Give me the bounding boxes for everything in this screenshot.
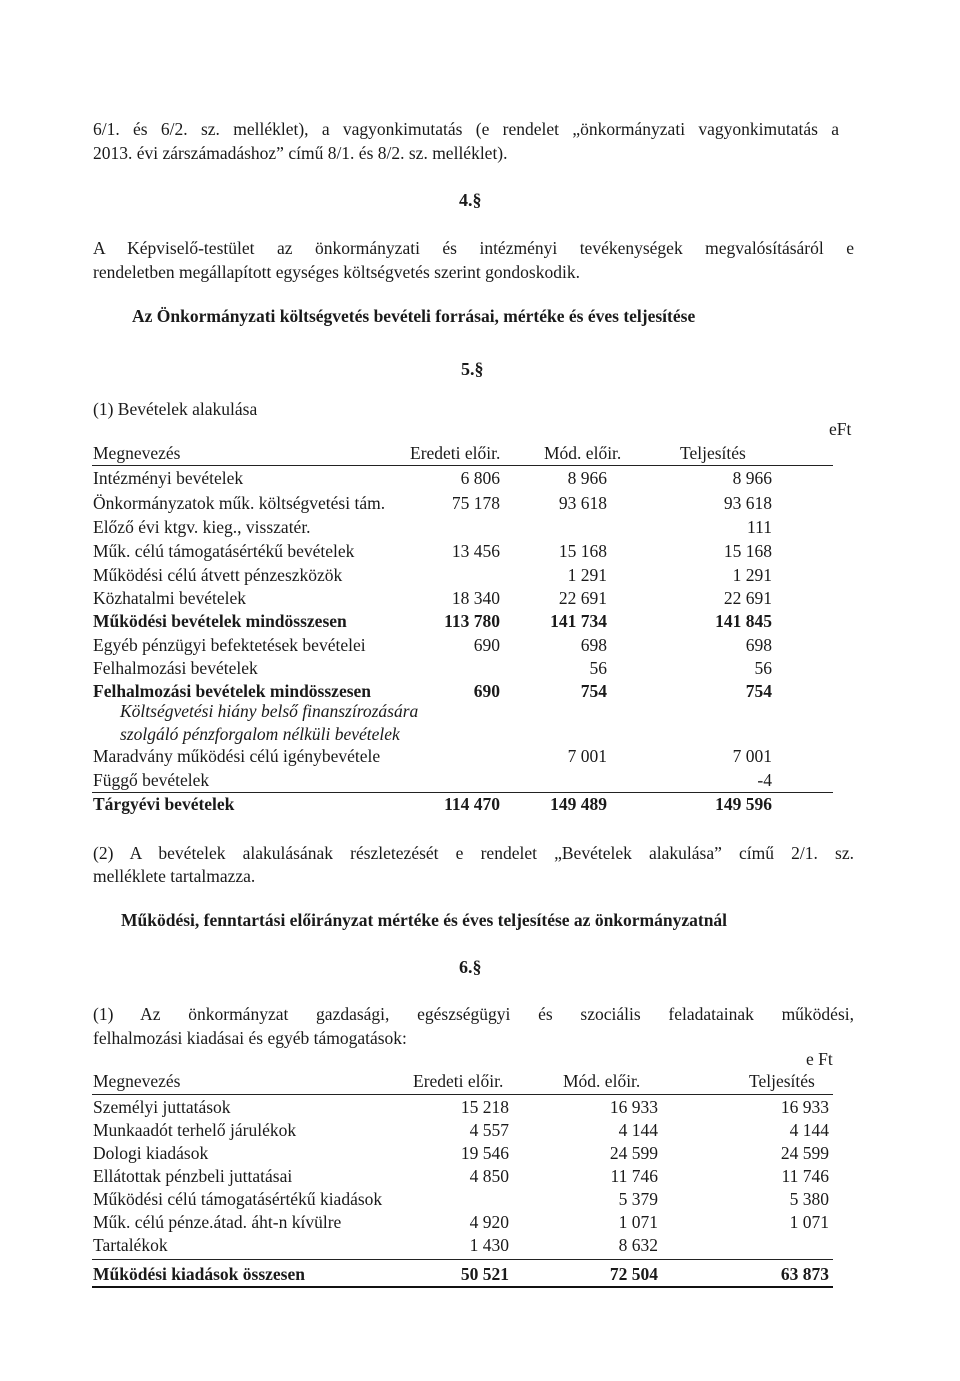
expense-unit: e Ft	[806, 1049, 833, 1069]
revenue-cell-orig: 75 178	[451, 493, 500, 513]
expense-cell-done: 11 746	[781, 1166, 829, 1186]
revenue-cell-mod: 698	[580, 635, 607, 655]
revenue-total-rule	[92, 792, 833, 793]
expense-cell-done: 1 071	[789, 1212, 829, 1232]
revenue-cell-mod: 7 001	[567, 746, 607, 766]
revenue-row-name: Maradvány működési célú igénybevétele	[93, 746, 381, 766]
revenue-cell-orig: 6 806	[460, 468, 500, 488]
expense-cell-done: 16 933	[780, 1097, 829, 1117]
expense-row-name: Dologi kiadások	[93, 1143, 209, 1163]
expense-cell-done: 5 380	[789, 1189, 829, 1209]
expense-header-2: Mód. előir.	[563, 1071, 641, 1091]
revenue-cell-mod: 754	[580, 681, 607, 701]
expense-cell-mod: 72 504	[609, 1264, 658, 1284]
revenue-note-line-1: (2) A bevételek alakulásának részletezését e rendelet „Bevételek alakulása” című 2/1. sz.	[93, 843, 854, 863]
revenue-cell-mod: 56	[589, 658, 607, 678]
expense-cell-orig: 4 920	[469, 1212, 509, 1232]
expense-row-name: Ellátottak pénzbeli juttatásai	[93, 1166, 293, 1186]
expense-header-1: Eredeti előir.	[413, 1071, 504, 1091]
revenue-cell-orig: 114 470	[444, 794, 500, 814]
revenue-cell-done: 754	[745, 681, 772, 701]
section-5-title: 5.§	[461, 359, 484, 379]
expense-cell-mod: 16 933	[609, 1097, 658, 1117]
revenue-subtitle: (1) Bevételek alakulása	[93, 399, 258, 419]
revenue-row-name: Előző évi ktgv. kieg., visszatér.	[93, 517, 311, 537]
revenue-cell-done: -4	[757, 770, 772, 790]
revenue-header-2: Mód. előir.	[544, 443, 622, 463]
revenue-header-rule	[92, 465, 833, 466]
expense-cell-done: 24 599	[780, 1143, 829, 1163]
revenue-cell-done: 93 618	[723, 493, 772, 513]
revenue-cell-done: 141 845	[715, 611, 772, 631]
revenue-cell-orig: 18 340	[451, 588, 500, 608]
revenue-row-name: Függő bevételek	[93, 770, 210, 790]
expense-intro-line-2: felhalmozási kiadásai és egyéb támogatások:	[93, 1028, 407, 1048]
section-4-title: 4.§	[459, 190, 482, 210]
expense-cell-orig: 19 546	[460, 1143, 509, 1163]
revenue-unit: eFt	[829, 419, 852, 439]
revenue-cell-orig: 13 456	[451, 541, 500, 561]
revenue-row-name: Önkormányzatok műk. költségvetési tám.	[93, 493, 386, 513]
expense-row-name: Tartalékok	[93, 1235, 168, 1255]
revenue-row-name: Működési bevételek mindösszesen	[93, 611, 347, 631]
expense-cell-mod: 1 071	[618, 1212, 658, 1232]
revenue-cell-mod: 93 618	[558, 493, 607, 513]
section-4-line-2: rendeletben megállapított egységes költségvetés szerint gondoskodik.	[93, 262, 580, 282]
section-6-title: 6.§	[459, 957, 482, 977]
revenue-cell-done: 7 001	[732, 746, 772, 766]
revenue-cell-done: 22 691	[723, 588, 772, 608]
expense-cell-mod: 5 379	[618, 1189, 658, 1209]
revenue-cell-mod: 141 734	[550, 611, 607, 631]
revenue-cell-done: 111	[747, 517, 772, 537]
expense-cell-done: 4 144	[789, 1120, 829, 1140]
expense-header-0: Megnevezés	[93, 1071, 181, 1091]
expense-cell-orig: 4 850	[469, 1166, 509, 1186]
revenue-cell-done: 15 168	[723, 541, 772, 561]
expense-intro-line-1: (1) Az önkormányzat gazdasági, egészségügyi és szociális feladatainak működési,	[93, 1004, 854, 1024]
revenue-row-name: Közhatalmi bevételek	[93, 588, 247, 608]
revenue-note-line-2: melléklete tartalmazza.	[93, 866, 256, 886]
revenue-cell-mod: 1 291	[567, 565, 607, 585]
revenue-row-name: Felhalmozási bevételek mindösszesen	[93, 681, 372, 701]
revenue-header-0: Megnevezés	[93, 443, 181, 463]
revenue-cell-done: 698	[745, 635, 772, 655]
expense-row-name: Működési célú támogatásértékű kiadások	[93, 1189, 383, 1209]
revenue-row-name: Működési célú átvett pénzeszközök	[93, 565, 343, 585]
revenue-cell-done: 1 291	[732, 565, 772, 585]
revenue-cell-orig: 113 780	[444, 611, 500, 631]
expense-cell-mod: 11 746	[610, 1166, 658, 1186]
revenue-header-1: Eredeti előir.	[410, 443, 501, 463]
intro-line-2: 2013. évi zárszámadáshoz” című 8/1. és 8/2. sz. melléklet).	[93, 143, 508, 163]
revenue-cell-orig: 690	[473, 681, 500, 701]
expense-total-rule-top	[92, 1259, 833, 1260]
expense-cell-mod: 24 599	[609, 1143, 658, 1163]
section-4-line-1: A Képviselő-testület az önkormányzati és intézményi tevékenységek megvalósításáról e	[93, 238, 854, 258]
revenue-row-name: Költségvetési hiány belső finanszírozására	[120, 701, 419, 721]
expense-cell-mod: 8 632	[618, 1235, 658, 1255]
revenue-row-name: Műk. célú támogatásértékű bevételek	[93, 541, 355, 561]
expense-cell-orig: 1 430	[469, 1235, 509, 1255]
expense-cell-mod: 4 144	[618, 1120, 658, 1140]
expense-cell-orig: 4 557	[469, 1120, 509, 1140]
revenue-heading: Az Önkormányzati költségvetés bevételi forrásai, mértéke és éves teljesítése	[132, 306, 696, 326]
expense-total-rule-bottom	[92, 1286, 833, 1288]
revenue-cell-done: 149 596	[715, 794, 772, 814]
expense-row-name: Működési kiadások összesen	[93, 1264, 305, 1284]
revenue-cell-mod: 22 691	[558, 588, 607, 608]
revenue-cell-mod: 15 168	[558, 541, 607, 561]
intro-line-1: 6/1. és 6/2. sz. melléklet), a vagyonkimutatás (e rendelet „önkormányzati vagyonkimutatás a	[93, 119, 839, 139]
expense-header-rule	[92, 1094, 833, 1095]
expense-cell-done: 63 873	[780, 1264, 829, 1284]
expense-row-name: Személyi juttatások	[93, 1097, 231, 1117]
expense-header-3: Teljesítés	[749, 1071, 815, 1091]
revenue-cell-mod: 149 489	[550, 794, 607, 814]
revenue-row-name: Felhalmozási bevételek	[93, 658, 258, 678]
revenue-row-name: Intézményi bevételek	[93, 468, 244, 488]
expense-cell-orig: 50 521	[460, 1264, 509, 1284]
expense-cell-orig: 15 218	[460, 1097, 509, 1117]
expense-row-name: Munkaadót terhelő járulékok	[93, 1120, 297, 1140]
revenue-header-3: Teljesítés	[680, 443, 746, 463]
revenue-cell-orig: 690	[473, 635, 500, 655]
revenue-cell-done: 56	[754, 658, 772, 678]
revenue-row-name: Egyéb pénzügyi befektetések bevételei	[93, 635, 366, 655]
revenue-cell-done: 8 966	[732, 468, 772, 488]
expense-row-name: Műk. célú pénze.átad. áht-n kívülre	[93, 1212, 342, 1232]
revenue-row-name: szolgáló pénzforgalom nélküli bevételek	[120, 724, 400, 744]
expense-heading: Működési, fenntartási előirányzat mértéke és éves teljesítése az önkormányzatnál	[121, 910, 728, 930]
revenue-row-name: Tárgyévi bevételek	[93, 794, 235, 814]
revenue-cell-mod: 8 966	[567, 468, 607, 488]
